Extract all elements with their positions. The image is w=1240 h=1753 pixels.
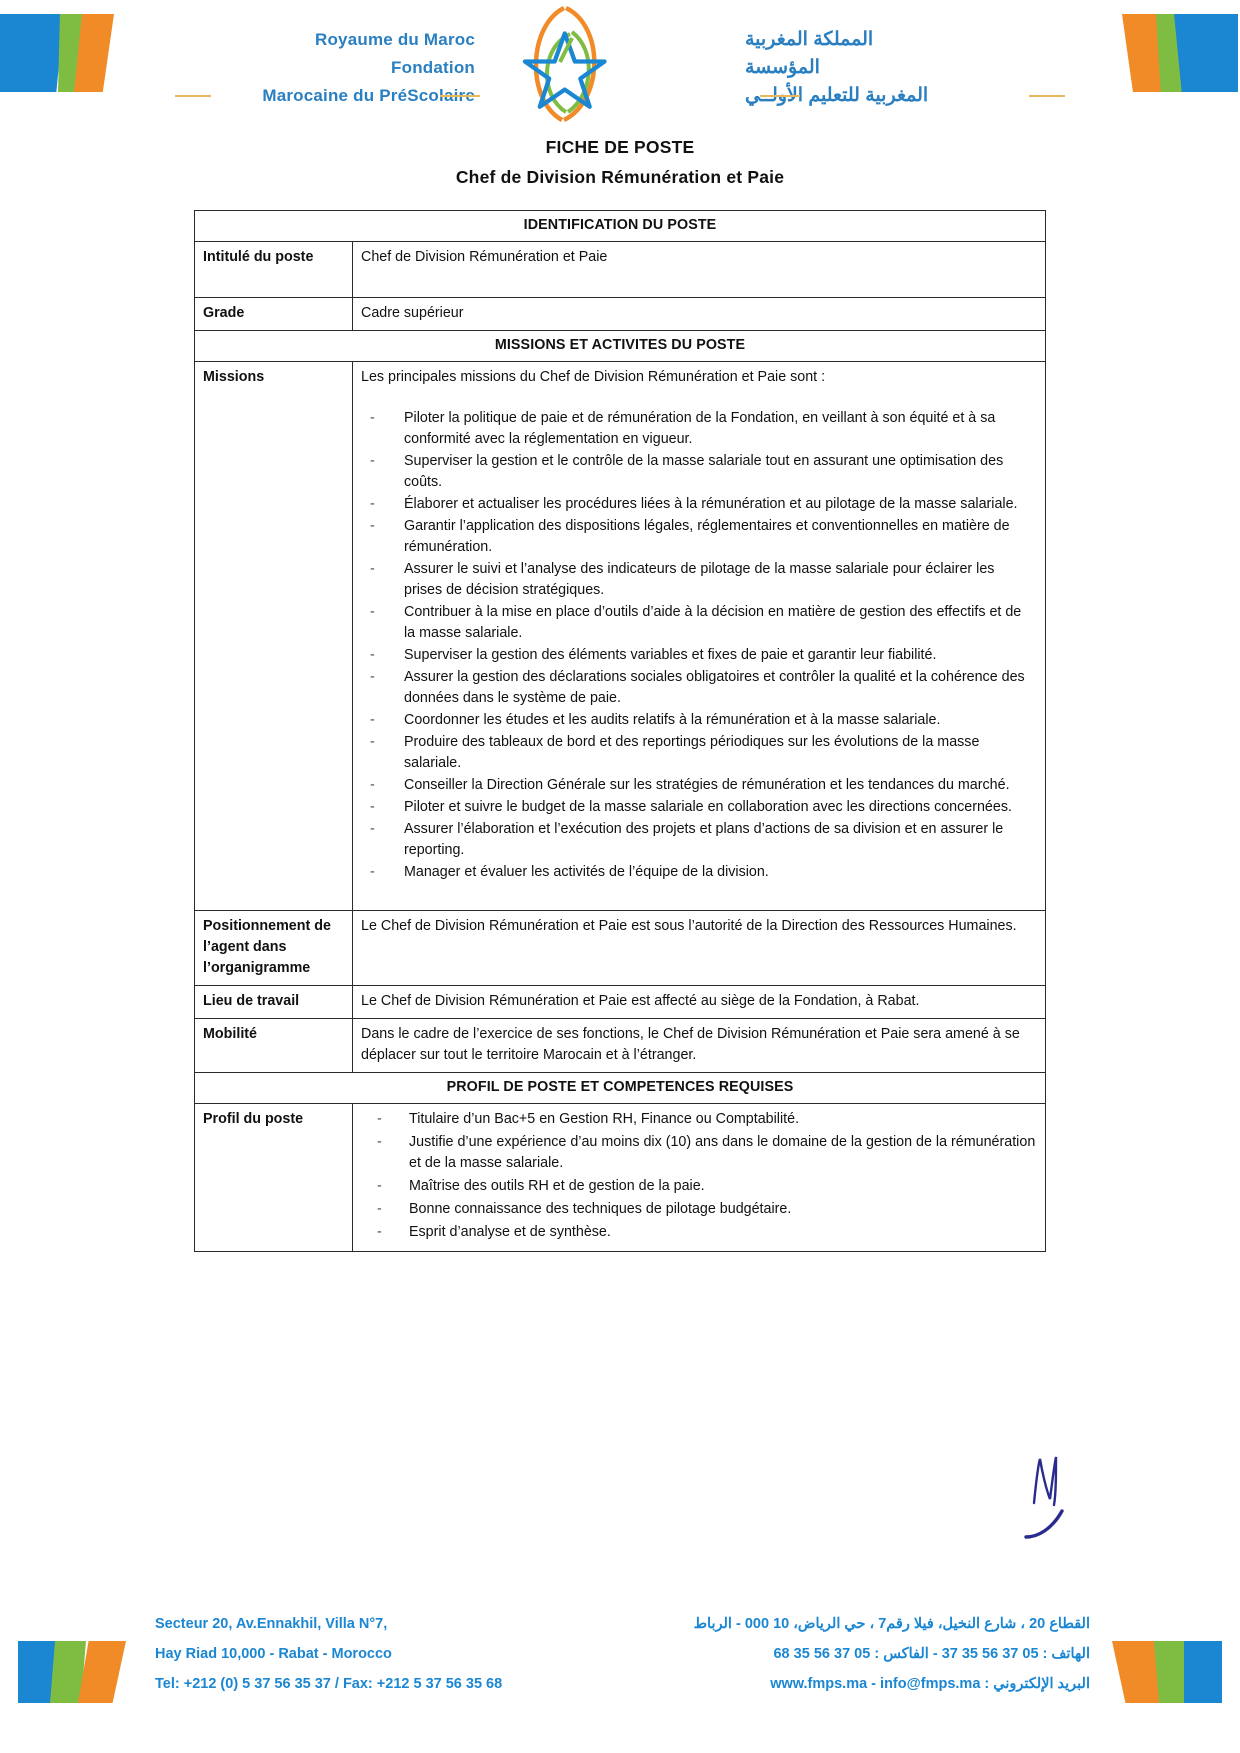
list-item: - Maîtrise des outils RH et de gestion de la paie. bbox=[361, 1176, 1037, 1197]
header-rule-right-inner bbox=[760, 95, 800, 97]
job-description-table bbox=[194, 210, 1046, 1252]
value-intitule-du-poste: Chef de Division Rémunération et Paie bbox=[353, 242, 1046, 298]
list-item: - Piloter la politique de paie et de rémunération de la Fondation, en veillant à son équité et à sa conformité avec la réglementation en vigueur. bbox=[361, 408, 1033, 450]
table-row bbox=[195, 242, 1046, 298]
list-item: - Coordonner les études et les audits relatifs à la rémunération et à la masse salariale. bbox=[361, 710, 1033, 731]
section-header-identification: IDENTIFICATION DU POSTE bbox=[195, 211, 1046, 242]
list-item: - Bonne connaissance des techniques de pilotage budgétaire. bbox=[361, 1199, 1037, 1220]
list-item: - Produire des tableaux de bord et des reportings périodiques sur les évolutions de la masse salariale. bbox=[361, 732, 1033, 774]
footer-ar-line2: الهاتف : 05 37 56 35 37 - الفاكس : 05 37 56 35 68 bbox=[773, 1646, 1090, 1662]
section-header-missions: MISSIONS ET ACTIVITES DU POSTE bbox=[195, 331, 1046, 362]
value-grade: Cadre supérieur bbox=[353, 298, 1046, 331]
list-item: - Titulaire d’un Bac+5 en Gestion RH, Finance ou Comptabilité. bbox=[361, 1109, 1037, 1130]
header-corner-decoration-right bbox=[1120, 14, 1240, 92]
brand-name-french bbox=[175, 26, 475, 110]
blue-band-icon bbox=[1174, 14, 1238, 92]
table-row bbox=[195, 1073, 1046, 1104]
list-item: - Contribuer à la mise en place d’outils d’aide à la décision en matière de gestion des effectifs et de la masse salariale. bbox=[361, 602, 1033, 644]
list-item: - Élaborer et actualiser les procédures liées à la rémunération et au pilotage de la masse salariale. bbox=[361, 494, 1033, 515]
label-positionnement: Positionnement de l’agent dans l’organigramme bbox=[195, 911, 353, 986]
table-row bbox=[195, 986, 1046, 1019]
list-item: - Superviser la gestion des éléments variables et fixes de paie et garantir leur fiabilité. bbox=[361, 645, 1033, 666]
footer-address-french bbox=[155, 1609, 502, 1699]
list-item: - Garantir l’application des dispositions légales, réglementaires et conventionnelles en matière de rémunération. bbox=[361, 516, 1033, 558]
value-missions bbox=[353, 362, 1046, 911]
blue-band-icon bbox=[18, 1641, 56, 1703]
list-item: - Justifie d’une expérience d’au moins dix (10) ans dans le domaine de la gestion de la rémunération et de la masse salariale. bbox=[361, 1132, 1037, 1174]
profil-list bbox=[361, 1109, 1037, 1243]
list-item: - Assurer l’élaboration et l’exécution des projets et plans d’actions de sa division et en assurer le reporting. bbox=[361, 819, 1033, 861]
list-item: - Superviser la gestion et le contrôle de la masse salariale tout en assurant une optimisation des coûts. bbox=[361, 451, 1033, 493]
table-row bbox=[195, 1104, 1046, 1252]
footer-fr-line3: Tel: +212 (0) 5 37 56 35 37 / Fax: +212 5 37 56 35 68 bbox=[155, 1676, 503, 1692]
footer-ar-line1: القطاع 20 ، شارع النخيل، فيلا رقم7 ، حي الرياض، 10 000 - الرباط bbox=[693, 1616, 1090, 1632]
footer-fr-line2: Hay Riad 10,000 - Rabat - Morocco bbox=[155, 1646, 392, 1662]
page-header bbox=[0, 0, 1240, 125]
blue-band-icon bbox=[0, 14, 64, 92]
label-lieu-de-travail: Lieu de travail bbox=[195, 986, 353, 1019]
label-profil-du-poste: Profil du poste bbox=[195, 1104, 353, 1252]
footer-corner-decoration-right bbox=[1112, 1641, 1222, 1703]
value-profil-du-poste bbox=[353, 1104, 1046, 1252]
list-item: - Esprit d’analyse et de synthèse. bbox=[361, 1222, 1037, 1243]
brand-ar-line1: المملكة المغربية bbox=[745, 29, 874, 50]
list-item: - Conseiller la Direction Générale sur les stratégies de rémunération et les tendances du marché. bbox=[361, 775, 1033, 796]
label-grade: Grade bbox=[195, 298, 353, 331]
list-item: - Piloter et suivre le budget de la masse salariale en collaboration avec les directions concernées. bbox=[361, 797, 1033, 818]
list-item: - Assurer la gestion des déclarations sociales obligatoires et contrôler la qualité et la cohérence des données dans le système de paie. bbox=[361, 667, 1033, 709]
footer-address-arabic bbox=[694, 1609, 1090, 1699]
footer-fr-line1: Secteur 20, Av.Ennakhil, Villa N°7, bbox=[155, 1616, 388, 1632]
value-mobilite: Dans le cadre de l’exercice de ses fonctions, le Chef de Division Rémunération et Paie sera amené à se déplacer sur tout le territoire Marocain et à l’étranger. bbox=[353, 1019, 1046, 1073]
table-row bbox=[195, 911, 1046, 986]
table-row bbox=[195, 1019, 1046, 1073]
document-title-block bbox=[0, 137, 1240, 188]
label-mobilite: Mobilité bbox=[195, 1019, 353, 1073]
page-footer bbox=[0, 1577, 1240, 1727]
header-corner-decoration-left bbox=[0, 14, 120, 92]
table-row bbox=[195, 298, 1046, 331]
brand-name-arabic bbox=[745, 26, 1075, 110]
table-row bbox=[195, 331, 1046, 362]
header-rule-left-inner bbox=[440, 95, 480, 97]
footer-corner-decoration-left bbox=[18, 1641, 128, 1703]
handwritten-signature bbox=[1020, 1445, 1100, 1555]
section-header-profil: PROFIL DE POSTE ET COMPETENCES REQUISES bbox=[195, 1073, 1046, 1104]
footer-ar-line3: البريد الإلكتروني : www.fmps.ma - info@fmps.ma bbox=[770, 1676, 1090, 1692]
brand-fr-line1: Royaume du Maroc bbox=[314, 30, 475, 49]
missions-list bbox=[361, 408, 1037, 883]
brand-ar-line3: المغربية للتعليم الأولــي bbox=[745, 85, 929, 106]
table-row bbox=[195, 211, 1046, 242]
table-row bbox=[195, 362, 1046, 911]
orange-band-icon bbox=[1112, 1641, 1160, 1703]
list-item: - Manager et évaluer les activités de l’équipe de la division. bbox=[361, 862, 1033, 883]
header-rule-right-outer bbox=[1029, 95, 1065, 97]
page-subtitle: Chef de Division Rémunération et Paie bbox=[455, 167, 785, 187]
missions-intro-text: Les principales missions du Chef de Division Rémunération et Paie sont : bbox=[361, 369, 826, 385]
header-rule-left-outer bbox=[175, 95, 211, 97]
value-lieu-de-travail: Le Chef de Division Rémunération et Paie est affecté au siège de la Fondation, à Rabat. bbox=[353, 986, 1046, 1019]
page-title: FICHE DE POSTE bbox=[545, 137, 695, 157]
brand-fr-line3: Marocaine du PréScolaire bbox=[262, 86, 475, 105]
label-intitule-du-poste: Intitulé du poste bbox=[195, 242, 353, 298]
brand-ar-line2: المؤسسة bbox=[745, 57, 820, 78]
label-missions: Missions bbox=[195, 362, 353, 911]
fmps-star-logo-icon bbox=[500, 4, 630, 124]
list-item: - Assurer le suivi et l’analyse des indicateurs de pilotage de la masse salariale pour éclairer les prises de décision stratégiques. bbox=[361, 559, 1033, 601]
blue-band-icon bbox=[1184, 1641, 1222, 1703]
value-positionnement: Le Chef de Division Rémunération et Paie est sous l’autorité de la Direction des Ressources Humaines. bbox=[353, 911, 1046, 986]
brand-fr-line2: Fondation bbox=[391, 58, 475, 77]
